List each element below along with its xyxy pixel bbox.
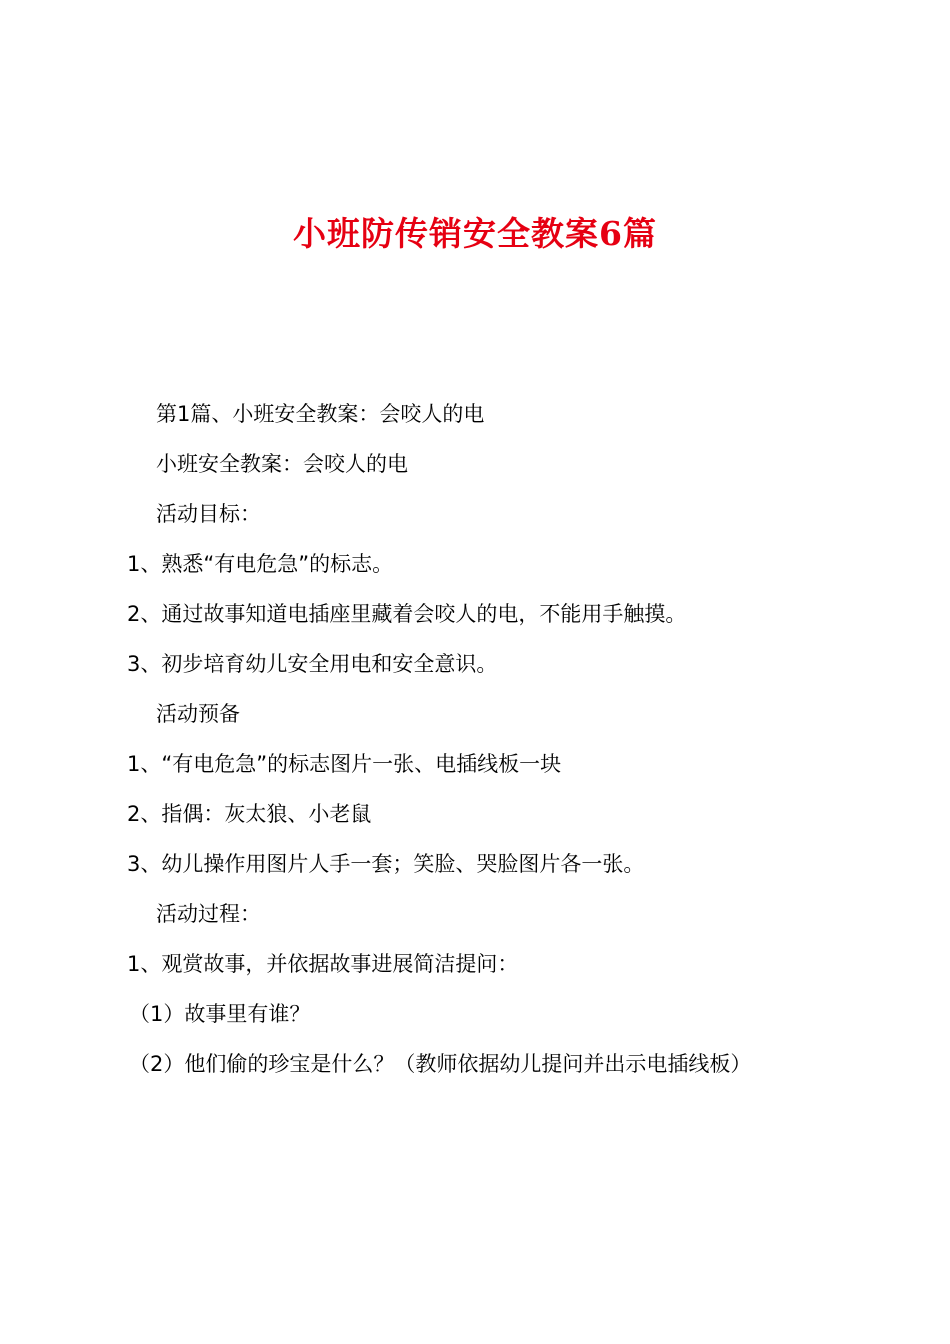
process-heading: 活动过程： [156,902,261,926]
objective-item-1: 1、熟悉“有电危急”的标志。 [127,552,394,576]
process-question-1: （1）故事里有谁？ [129,1002,311,1026]
document-body [0,394,950,1094]
objectives-heading: 活动目标： [156,502,261,526]
preparation-item-2: 2、指偶：灰太狼、小老鼠 [127,802,372,826]
preparation-item-3: 3、幼儿操作用图片人手一套；笑脸、哭脸图片各一张。 [127,852,645,876]
process-item-1: 1、观赏故事，并依据故事进展简洁提问： [127,952,519,976]
document-title: 小班防传销安全教案6篇 [293,214,657,253]
process-question-2: （2）他们偷的珍宝是什么？（教师依据幼儿提问并出示电插线板） [129,1052,752,1076]
section-heading: 第1篇、小班安全教案：会咬人的电 [156,402,485,426]
preparation-heading: 活动预备 [156,702,240,726]
objective-item-3: 3、初步培育幼儿安全用电和安全意识。 [127,652,498,676]
objective-item-2: 2、通过故事知道电插座里藏着会咬人的电，不能用手触摸。 [127,602,687,626]
preparation-item-1: 1、“有电危急”的标志图片一张、电插线板一块 [127,752,562,776]
lesson-title: 小班安全教案：会咬人的电 [156,452,408,476]
